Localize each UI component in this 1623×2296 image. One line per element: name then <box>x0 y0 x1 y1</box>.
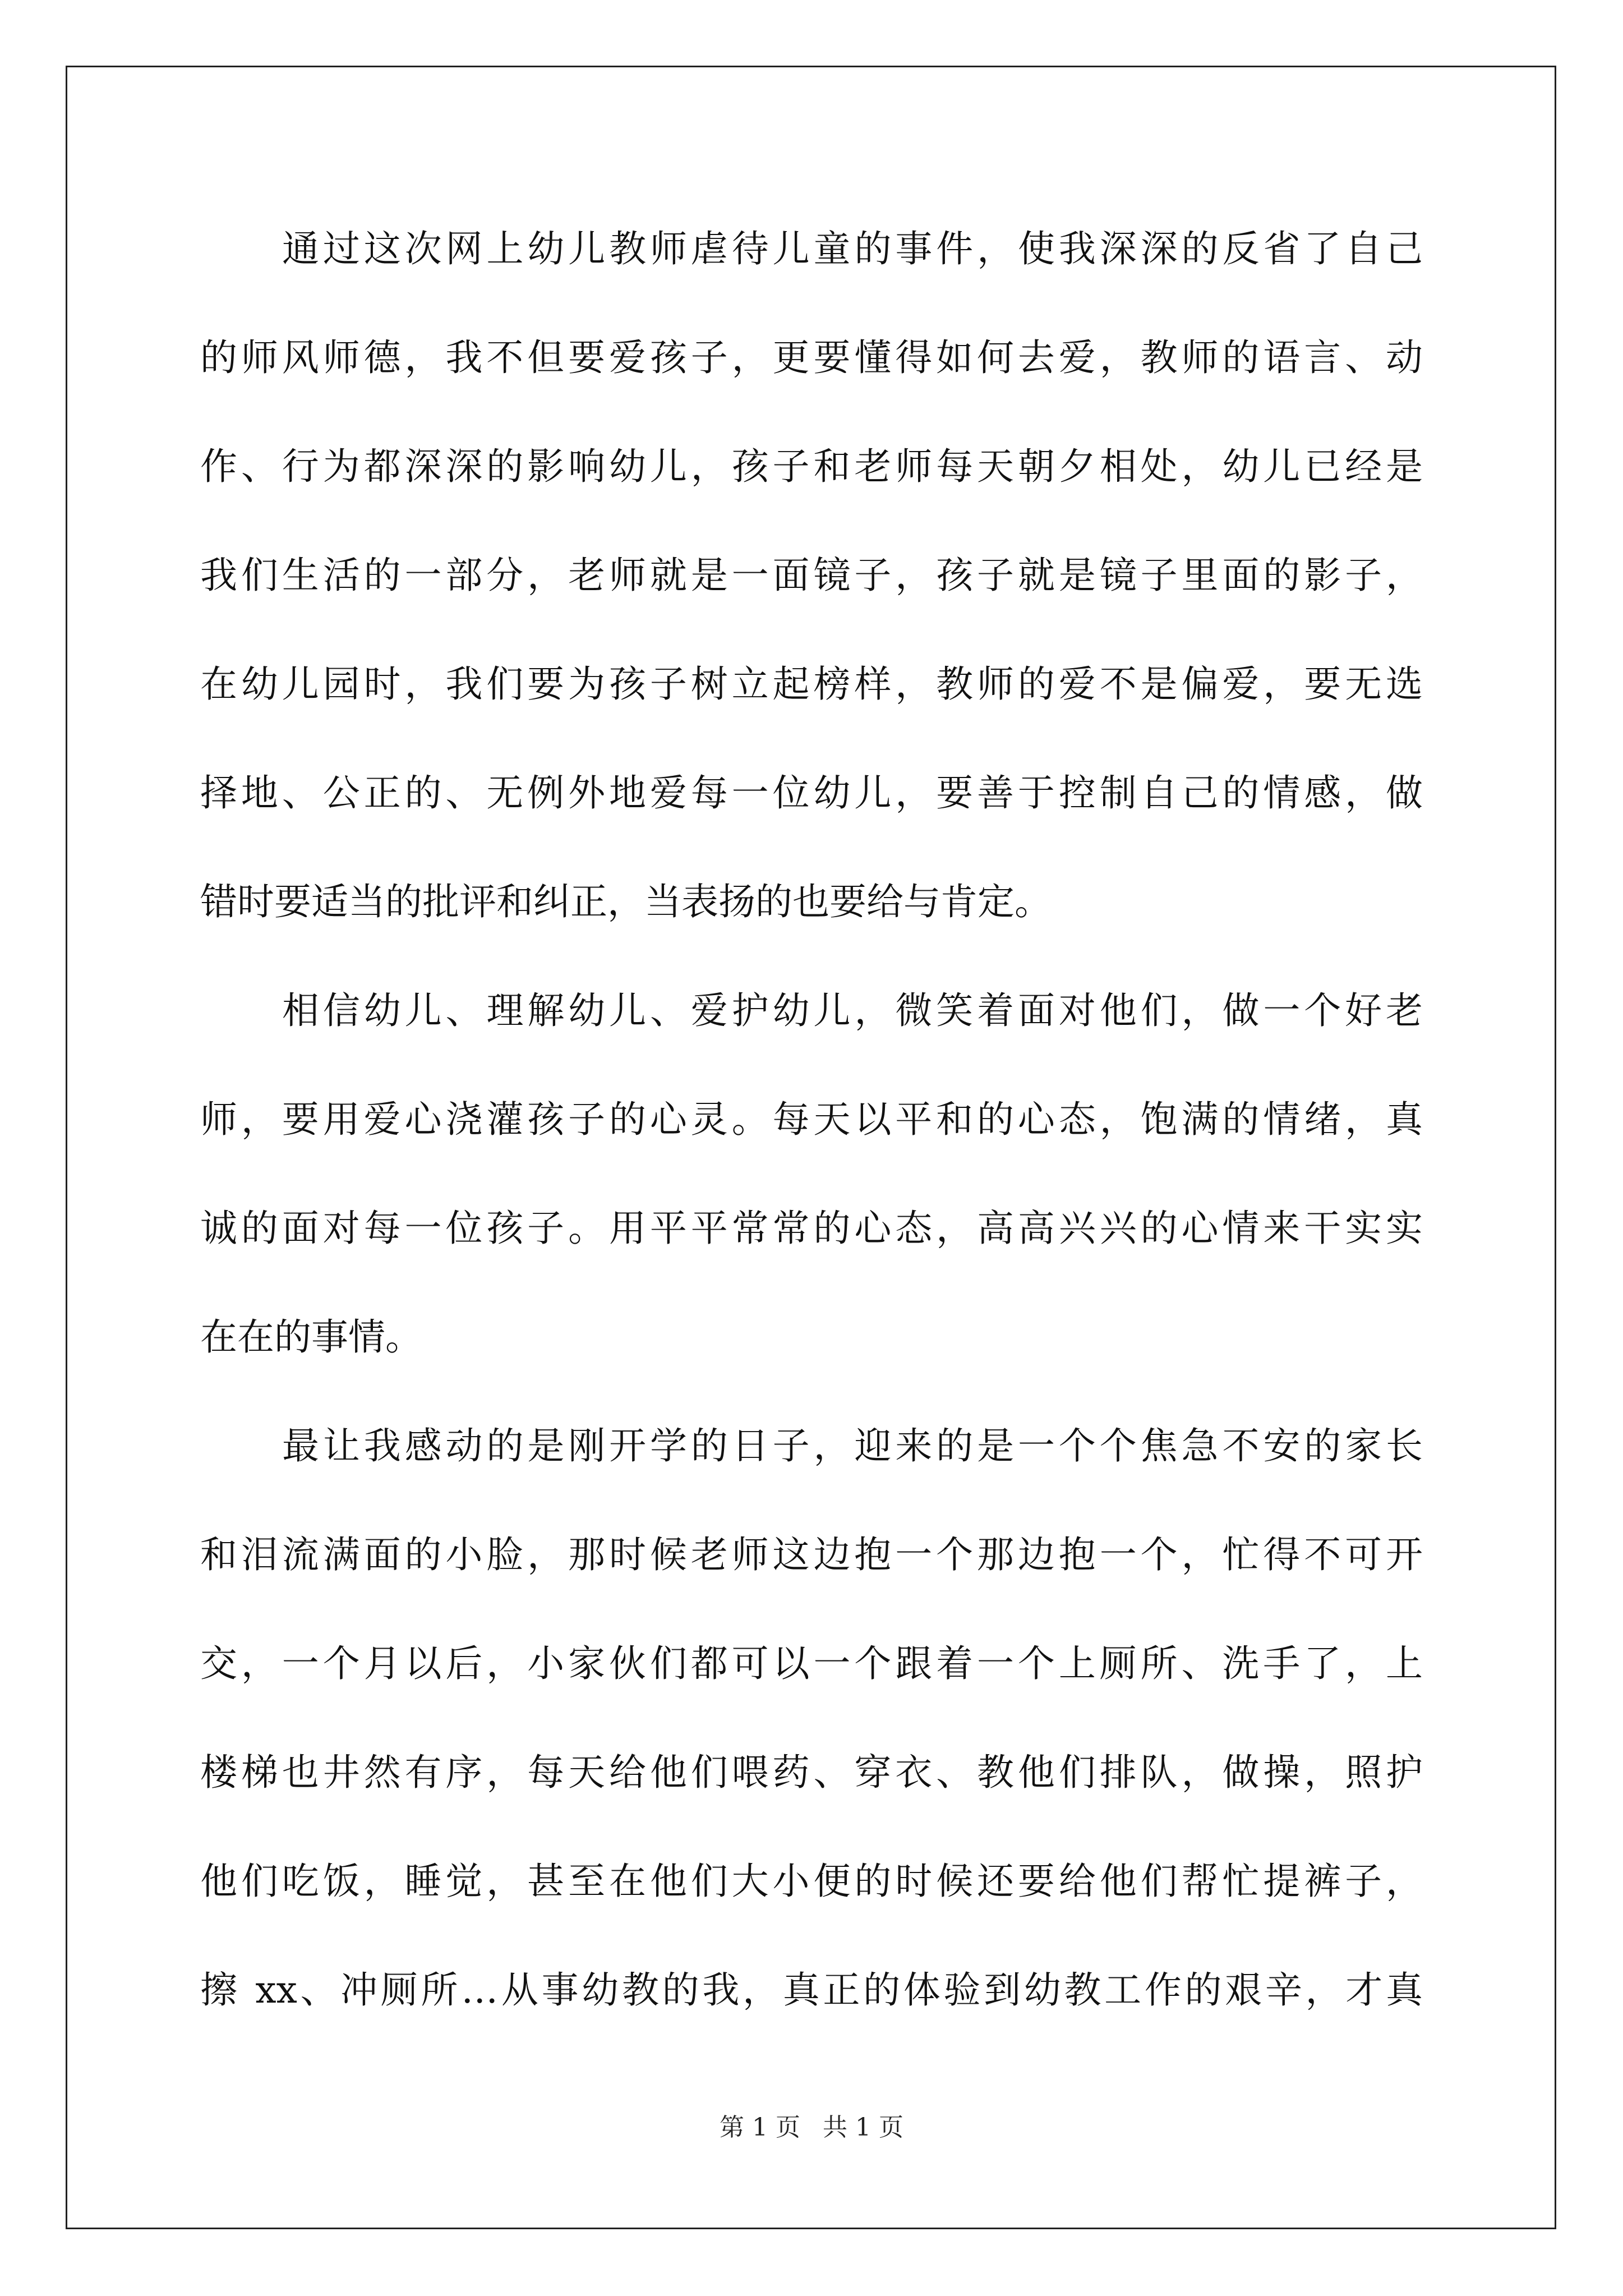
paragraph-2-line-3: 诚的面对每一位孩子。用平平常常的心态，高高兴兴的心情来干实实 <box>200 1207 1423 1250</box>
paragraph-3-line-2: 和泪流满面的小脸，那时候老师这边抱一个那边抱一个，忙得不可开 <box>200 1533 1423 1576</box>
paragraph-3-line-3: 交，一个月以后，小家伙们都可以一个跟着一个上厕所、洗手了，上 <box>200 1642 1423 1685</box>
paragraph-3-line-6: 擦 xx、冲厕所…从事幼教的我，真正的体验到幼教工作的艰辛，才真 <box>200 1968 1423 2012</box>
paragraph-2-line-1: 相信幼儿、理解幼儿、爱护幼儿，微笑着面对他们，做一个好老 <box>282 989 1423 1032</box>
paragraph-1-line-7: 错时要适当的批评和纠正，当表扬的也要给与肯定。 <box>200 880 1052 923</box>
paragraph-1-line-1: 通过这次网上幼儿教师虐待儿童的事件，使我深深的反省了自己 <box>282 227 1423 270</box>
paragraph-3-line-4: 楼梯也井然有序，每天给他们喂药、穿衣、教他们排队，做操，照护 <box>200 1751 1423 1794</box>
paragraph-2-line-4: 在在的事情。 <box>200 1315 422 1359</box>
paragraph-1-line-6: 择地、公正的、无例外地爱每一位幼儿，要善于控制自己的情感，做 <box>200 771 1423 815</box>
paragraph-1-line-2: 的师风师德，我不但要爱孩子，更要懂得如何去爱，教师的语言、动 <box>200 336 1423 379</box>
paragraph-2-line-2: 师，要用爱心浇灌孩子的心灵。每天以平和的心态，饱满的情绪，真 <box>200 1098 1423 1141</box>
paragraph-3-line-1: 最让我感动的是刚开学的日子，迎来的是一个个焦急不安的家长 <box>282 1424 1423 1467</box>
document-body <box>200 215 1423 2065</box>
paragraph-1-line-3: 作、行为都深深的影响幼儿，孩子和老师每天朝夕相处，幼儿已经是 <box>200 445 1423 488</box>
paragraph-3-line-5: 他们吃饭，睡觉，甚至在他们大小便的时候还要给他们帮忙提裤子， <box>200 1860 1423 1903</box>
page-footer <box>0 2111 1623 2145</box>
page-number: 第 1 页 <box>720 2113 800 2142</box>
paragraph-1-line-4: 我们生活的一部分，老师就是一面镜子，孩子就是镜子里面的影子， <box>200 554 1423 597</box>
paragraph-1-line-5: 在幼儿园时，我们要为孩子树立起榜样，教师的爱不是偏爱，要无选 <box>200 662 1423 706</box>
page-total: 共 1 页 <box>823 2113 903 2142</box>
